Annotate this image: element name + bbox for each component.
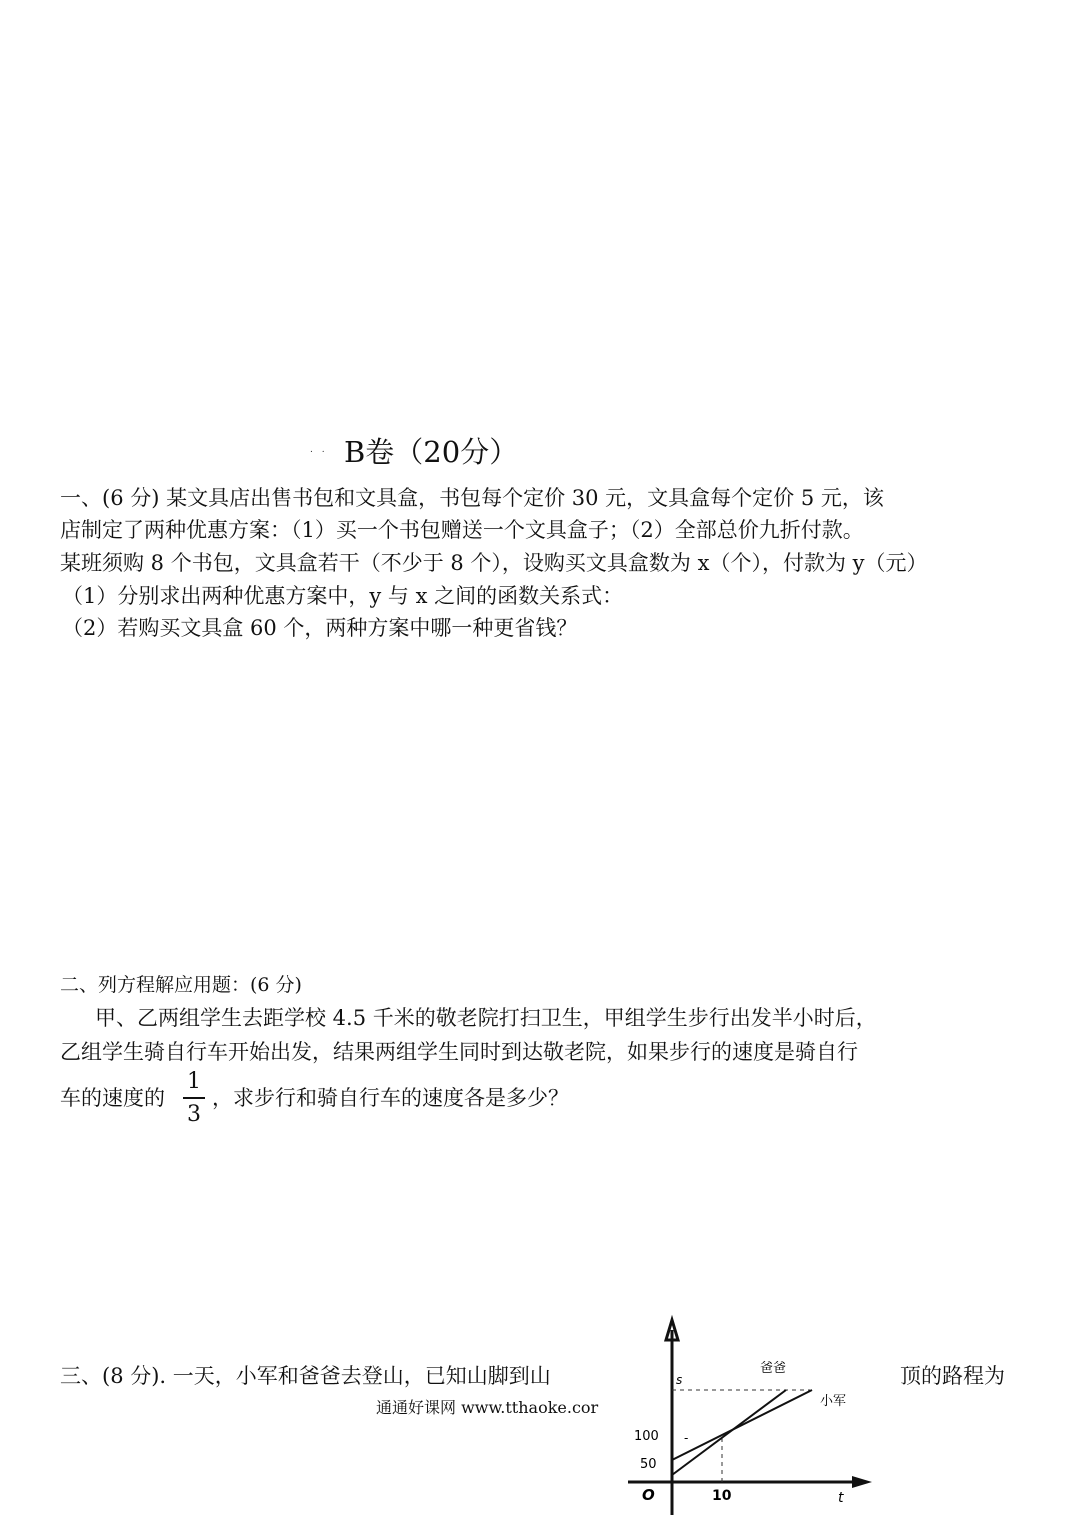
fraction-numerator: 1 [187,1069,201,1094]
origin-label: O [642,1486,655,1504]
axis-label-t: t [838,1490,844,1506]
q1-line-1: 一、(6 分) 某文具店出售书包和文具盒，书包每个定价 30 元，文具盒每个定价 5 元，该 [60,486,884,510]
q1-subquestion-2: （2）若购买文具盒 60 个，两种方案中哪一种更省钱？ [62,616,578,640]
tick-label-50: 50 [640,1457,657,1472]
q2-line-2: 乙组学生骑自行车开始出发，结果两组学生同时到达敬老院，如果步行的速度是骑自行 [60,1040,858,1064]
dash-mark: - [684,1431,689,1445]
q3-line-right: 顶的路程为 [900,1364,1005,1388]
tick-label-10: 10 [712,1488,732,1504]
q2-line-1: 甲、乙两组学生去距学校 4.5 千米的敬老院打扫卫生，甲组学生步行出发半小时后， [95,1006,877,1030]
q2-line-3-after: ，求步行和骑自行车的速度各是多少？ [212,1086,569,1110]
q2-header: 二、列方程解应用题：(6 分) [60,974,302,996]
fraction-one-third [183,1070,205,1127]
q1-line-3: 某班须购 8 个书包，文具盒若干（不少于 8 个），设购买文具盒数为 x（个），付款为 y（元） [60,551,928,575]
q3-line-left: 三、(8 分). 一天，小军和爸爸去登山，已知山脚到山 [60,1364,551,1388]
section-marks: . . [310,445,328,455]
x-axis-arrow [852,1476,872,1488]
distance-time-graph [610,1308,890,1518]
watermark: 通通好课网 www.tthaoke.cor [376,1398,599,1417]
fraction-denominator: 3 [187,1102,201,1127]
label-s: s [676,1373,683,1387]
tick-label-100: 100 [634,1429,659,1444]
line-xiaojun [672,1390,812,1460]
q2-line-3-before: 车的速度的 [60,1086,165,1110]
q1-subquestion-1: （1）分别求出两种优惠方案中，y 与 x 之间的函数关系式： [62,584,624,608]
section-title: B卷（20分） [344,435,519,469]
label-dad: 爸爸 [760,1361,787,1376]
label-xiaojun: 小军 [820,1394,847,1409]
fraction-bar [183,1097,205,1099]
q1-line-2: 店制定了两种优惠方案：（1）买一个书包赠送一个文具盒子；（2）全部总价九折付款。 [60,518,864,542]
